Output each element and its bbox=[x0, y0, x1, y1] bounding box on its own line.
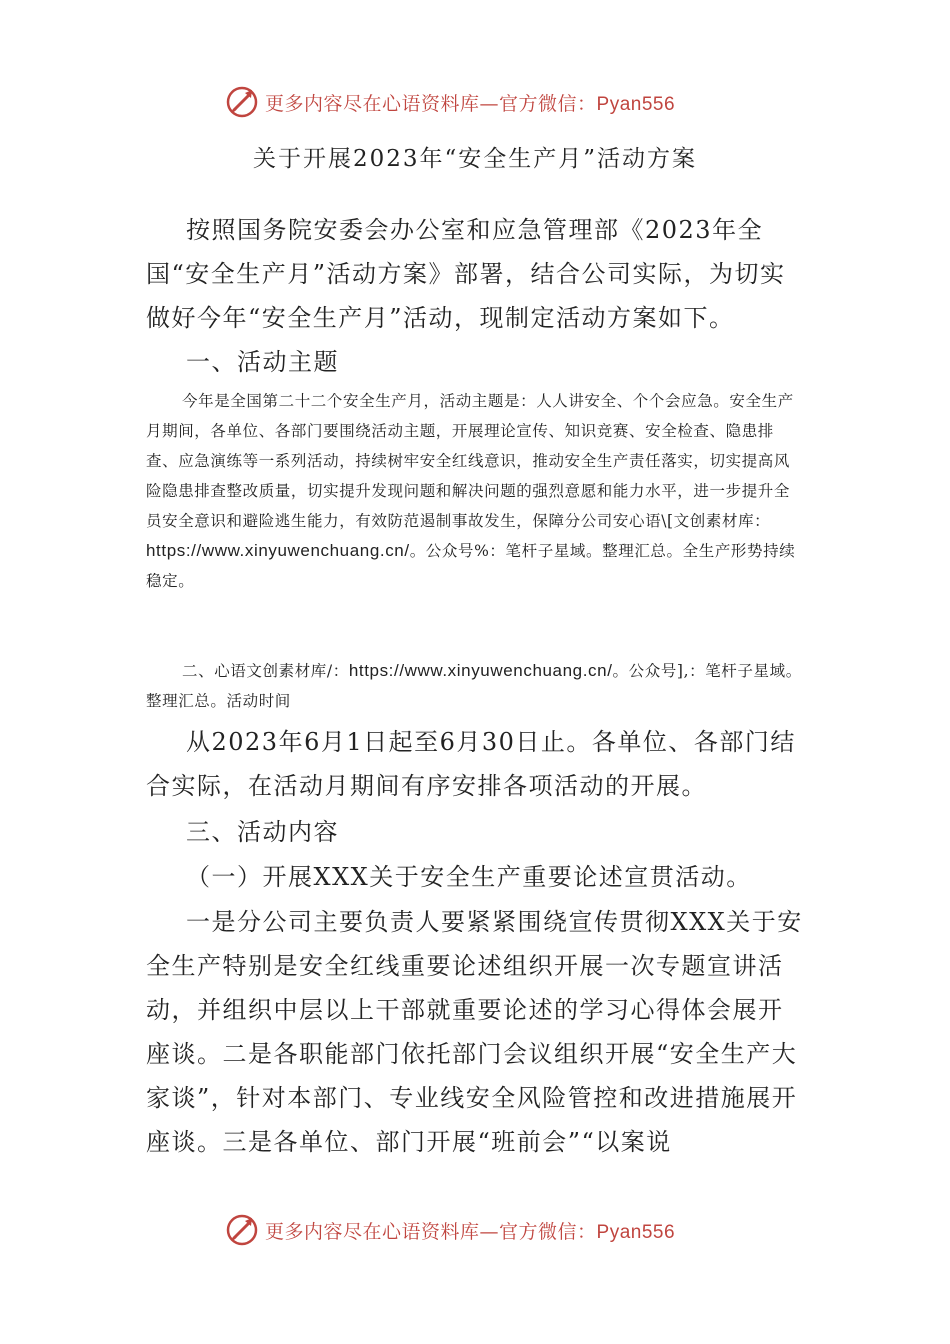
wechat-id: Pyan556 bbox=[596, 93, 676, 115]
pen-logo-icon bbox=[225, 85, 259, 119]
section-time-body: 从2023年6月1日起至6月30日止。各单位、各部门结合实际，在活动月期间有序安排各项活动的开展。 bbox=[146, 728, 796, 800]
resource-url: https://www.xinyuwenchuang.cn/ bbox=[146, 541, 410, 560]
intro-paragraph: 按照国务院安委会办公室和应急管理部《2023年全国“安全生产月”活动方案》部署，结合公司实际，为切实做好今年“安全生产月”活动，现制定活动方案如下。 bbox=[146, 216, 786, 332]
section-theme-body: 今年是全国第二十二个安全生产月，活动主题是：人人讲安全、个个会应急。安全生产月期间，各单位、各部门要围绕活动主题，开展理论宣传、知识竞赛、安全检查、隐患排查、应急演练等一系列活动，持续树牢安全红线意识，推动安全生产责任落实，切实提高风险隐患排查整改质量，切实提升发现问题和解决问题的强烈意愿和能力水平，进一步提升全员安全意识和避险逃生能力，有效防范遏制事故发生，保障分公司安心语\[文创素材库：https://www.xinyuwenchuang.cn/。公众号%：笔杆子星域。整理汇总。全生产形势持续稳定。 bbox=[146, 392, 796, 590]
subsection-heading-1: （一）开展XXX关于安全生产重要论述宣贯活动。 bbox=[186, 863, 752, 891]
section-heading-theme: 一、活动主题 bbox=[186, 348, 339, 376]
watermark-banner-top bbox=[225, 82, 675, 122]
watermark-text: 更多内容尽在心语资料库—官方微信：Pyan556 bbox=[265, 1220, 676, 1243]
section-heading-content: 三、活动内容 bbox=[186, 818, 339, 846]
watermark-text: 更多内容尽在心语资料库—官方微信：Pyan556 bbox=[265, 92, 676, 115]
document-title: 关于开展2023年“安全生产月”活动方案 bbox=[252, 146, 698, 172]
watermark-banner-bottom bbox=[225, 1210, 675, 1250]
section-heading-time: 二、心语文创素材库/：https://www.xinyuwenchuang.cn/。公众号],：笔杆子星域。整理汇总。活动时间 bbox=[146, 661, 802, 710]
pen-logo-icon bbox=[225, 1213, 259, 1247]
wechat-id: Pyan556 bbox=[596, 1221, 676, 1243]
subsection-1-body: 一是分公司主要负责人要紧紧围绕宣传贯彻XXX关于安全生产特别是安全红线重要论述组织开展一次专题宣讲活动，并组织中层以上干部就重要论述的学习心得体会展开座谈。二是各职能部门依托部门会议组织开展“安全生产大家谈”，针对本部门、专业线安全风险管控和改进措施展开座谈。三是各单位、部门开展“班前会”“以案说 bbox=[146, 908, 803, 1156]
resource-url-2: https://www.xinyuwenchuang.cn/ bbox=[348, 661, 613, 680]
